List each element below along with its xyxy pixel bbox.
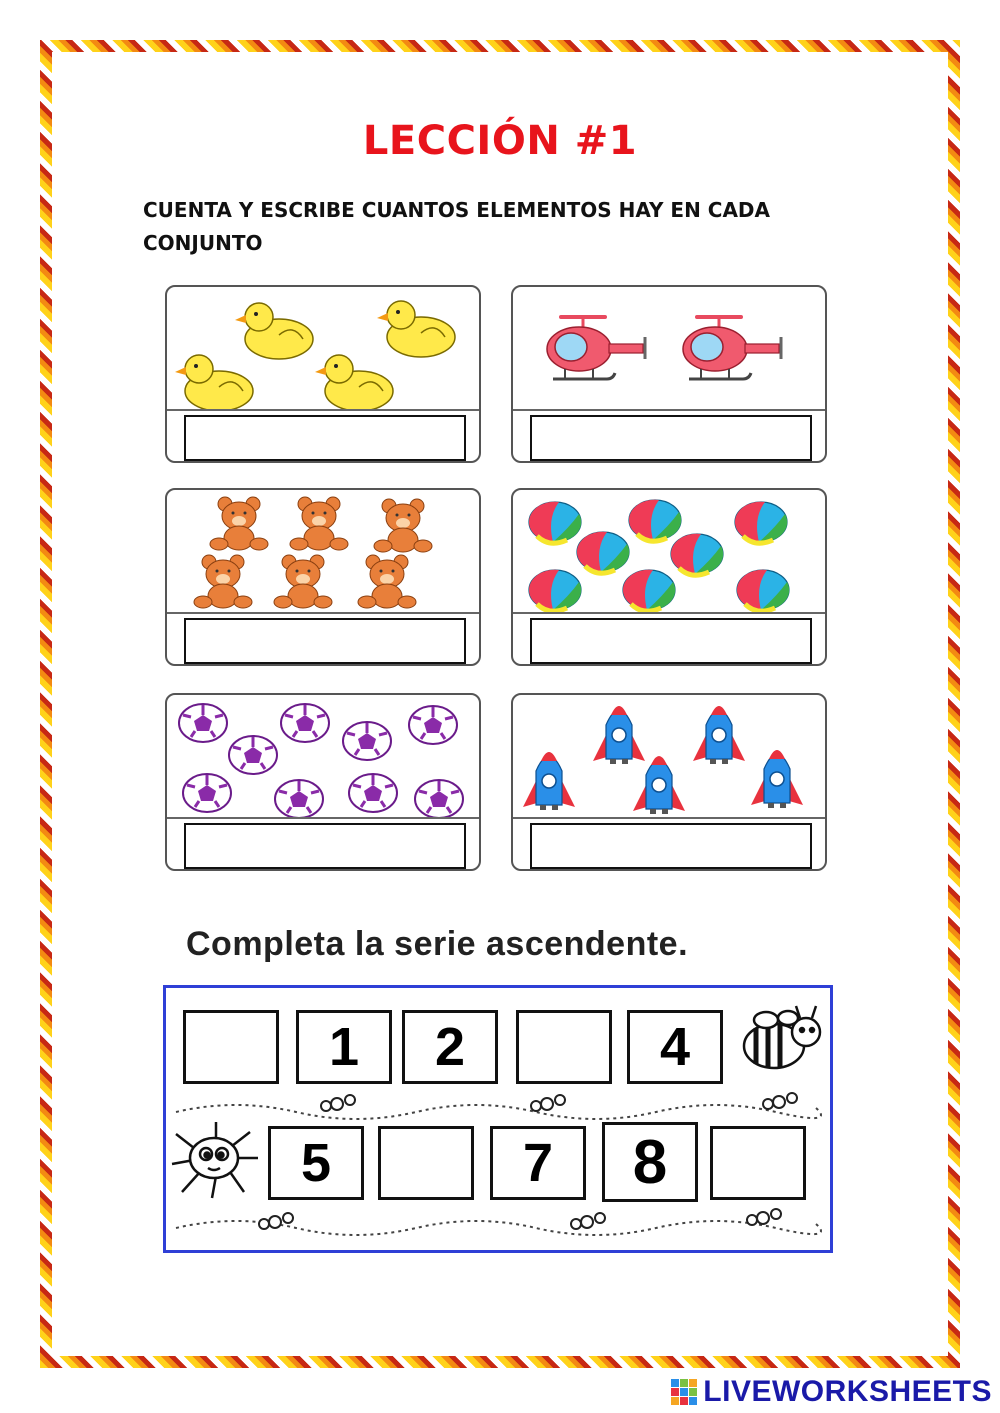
series-panel (163, 985, 833, 1253)
series-box[interactable] (183, 1010, 279, 1084)
series-box: 4 (627, 1010, 723, 1084)
series-box: 1 (296, 1010, 392, 1084)
answer-box[interactable] (184, 823, 466, 869)
answer-box[interactable] (530, 823, 812, 869)
duck-icon (167, 287, 483, 409)
ball-icon (513, 490, 829, 612)
series-box: 7 (490, 1126, 586, 1200)
counting-card-bears (165, 488, 481, 666)
card-divider (167, 612, 479, 614)
answer-box[interactable] (184, 415, 466, 461)
soccer-ball-icon (167, 695, 483, 817)
brand-name: LIVEWORKSHEETS (703, 1375, 992, 1408)
card-divider (167, 409, 479, 411)
answer-box[interactable] (184, 618, 466, 664)
footer-brand (671, 1375, 992, 1409)
card-divider (513, 817, 825, 819)
series-title: Completa la serie ascendente. (186, 925, 689, 963)
card-divider (513, 409, 825, 411)
series-box[interactable] (710, 1126, 806, 1200)
counting-card-rockets (511, 693, 827, 871)
helicopter-icon (513, 287, 829, 409)
instruction-text: CUENTA Y ESCRIBE CUANTOS ELEMENTOS HAY EN CADA CONJUNTO (143, 198, 771, 255)
lesson-title: LECCIÓN #1 (362, 118, 638, 164)
series-box[interactable] (378, 1126, 474, 1200)
spider-icon (172, 1122, 258, 1198)
counting-card-helicopters (511, 285, 827, 463)
series-box: 5 (268, 1126, 364, 1200)
counting-card-soccer-balls (165, 693, 481, 871)
series-box: 2 (402, 1010, 498, 1084)
card-divider (513, 612, 825, 614)
card-divider (167, 817, 479, 819)
series-box[interactable] (516, 1010, 612, 1084)
liveworksheets-logo-icon (671, 1379, 697, 1405)
counting-card-ducks (165, 285, 481, 463)
series-box: 8 (602, 1122, 698, 1202)
teddy-bear-icon (167, 490, 483, 612)
rocket-icon (513, 695, 829, 817)
answer-box[interactable] (530, 415, 812, 461)
counting-card-balls (511, 488, 827, 666)
answer-box[interactable] (530, 618, 812, 664)
bee-icon (744, 1006, 820, 1068)
